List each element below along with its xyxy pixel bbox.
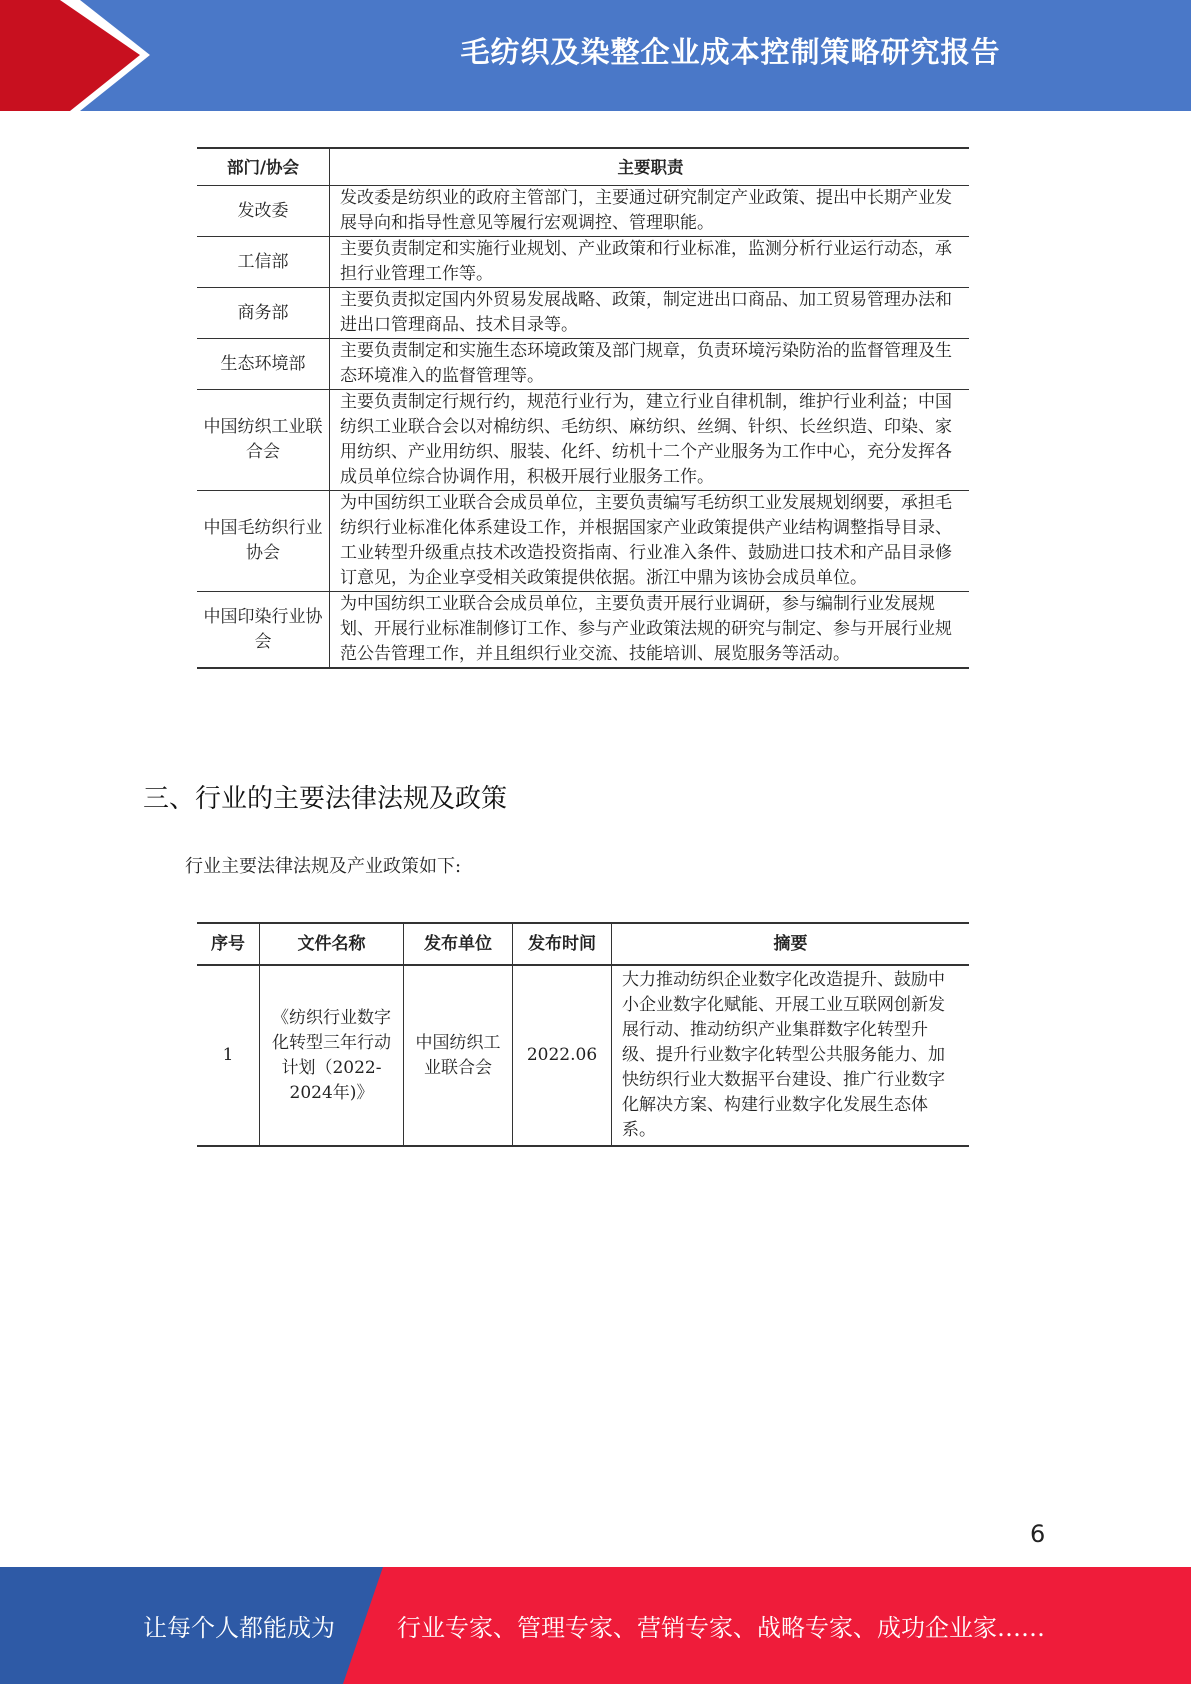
table-row: [197, 237, 969, 288]
date-cell: 2022.06: [513, 965, 612, 1146]
dept-cell: 商务部: [197, 288, 330, 339]
footer-slogan-left: 让每个人都能成为: [143, 1614, 335, 1642]
summary-cell: 大力推动纺织企业数字化改造提升、鼓励中小企业数字化赋能、开展工业互联网创新发展行动、推动纺织产业集群数字化转型升级、提升行业数字化转型公共服务能力、加快纺织行业大数据平台建设、推广行业数字化解决方案、构建行业数字化发展生态体系。: [612, 965, 970, 1146]
duty-cell: 主要负责制定和实施生态环境政策及部门规章，负责环境污染防治的监督管理及生态环境准入的监督管理等。: [330, 339, 970, 390]
table-row: [197, 390, 969, 491]
policy-table: [197, 922, 969, 1147]
page-footer: [0, 1567, 1191, 1684]
page-header: [0, 0, 1191, 111]
page-number: 6: [1030, 1520, 1046, 1548]
table-row: [197, 288, 969, 339]
table-row: [197, 339, 969, 390]
dept-cell: 生态环境部: [197, 339, 330, 390]
column-header-dept: 部门/协会: [197, 148, 330, 186]
duty-cell: 主要负责制定行规行约，规范行业行为，建立行业自律机制，维护行业利益；中国纺织工业联合会以对棉纺织、毛纺织、麻纺织、丝绸、针织、长丝织造、印染、家用纺织、产业用纺织、服装、化纤、纺机十二个产业服务为工作中心，充分发挥各成员单位综合协调作用，积极开展行业服务工作。: [330, 390, 970, 491]
dept-cell: 中国印染行业协会: [197, 592, 330, 669]
doc-name-cell: 《纺织行业数字化转型三年行动计划（2022-2024年)》: [260, 965, 404, 1146]
department-duties-table: [197, 147, 969, 669]
column-header-issuer: 发布单位: [404, 923, 513, 965]
report-title: 毛纺织及染整企业成本控制策略研究报告: [460, 34, 1001, 69]
dept-cell: 工信部: [197, 237, 330, 288]
dept-cell: 发改委: [197, 186, 330, 237]
column-header-summary: 摘要: [612, 923, 970, 965]
issuer-cell: 中国纺织工业联合会: [404, 965, 513, 1146]
table-header-row: [197, 923, 969, 965]
duty-cell: 主要负责制定和实施行业规划、产业政策和行业标准，监测分析行业运行动态，承担行业管理工作等。: [330, 237, 970, 288]
table-row: [197, 965, 969, 1146]
section-heading: 三、行业的主要法律法规及政策: [143, 784, 508, 814]
duty-cell: 主要负责拟定国内外贸易发展战略、政策，制定进出口商品、加工贸易管理办法和进出口管理商品、技术目录等。: [330, 288, 970, 339]
table-header-row: [197, 148, 969, 186]
header-chevron-decoration: [0, 0, 160, 111]
table-row: [197, 592, 969, 669]
column-header-doc: 文件名称: [260, 923, 404, 965]
duty-cell: 发改委是纺织业的政府主管部门，主要通过研究制定产业政策、提出中长期产业发展导向和指导性意见等履行宏观调控、管理职能。: [330, 186, 970, 237]
dept-cell: 中国纺织工业联合会: [197, 390, 330, 491]
table-row: [197, 186, 969, 237]
column-header-date: 发布时间: [513, 923, 612, 965]
column-header-duty: 主要职责: [330, 148, 970, 186]
duty-cell: 为中国纺织工业联合会成员单位，主要负责编写毛纺织工业发展规划纲要，承担毛纺织行业标准化体系建设工作，并根据国家产业政策提供产业结构调整指导目录、工业转型升级重点技术改造投资指南、行业准入条件、鼓励进口技术和产品目录修订意见，为企业享受相关政策提供依据。浙江中鼎为该协会成员单位。: [330, 491, 970, 592]
footer-slogan-right: 行业专家、管理专家、营销专家、战略专家、成功企业家……: [397, 1614, 1045, 1642]
column-header-no: 序号: [197, 923, 260, 965]
no-cell: 1: [197, 965, 260, 1146]
duty-cell: 为中国纺织工业联合会成员单位，主要负责开展行业调研，参与编制行业发展规划、开展行业标准制修订工作、参与产业政策法规的研究与制定、参与开展行业规范公告管理工作，并且组织行业交流、技能培训、展览服务等活动。: [330, 592, 970, 669]
table-row: [197, 491, 969, 592]
dept-cell: 中国毛纺织行业协会: [197, 491, 330, 592]
section-intro-text: 行业主要法律法规及产业政策如下:: [185, 856, 462, 877]
